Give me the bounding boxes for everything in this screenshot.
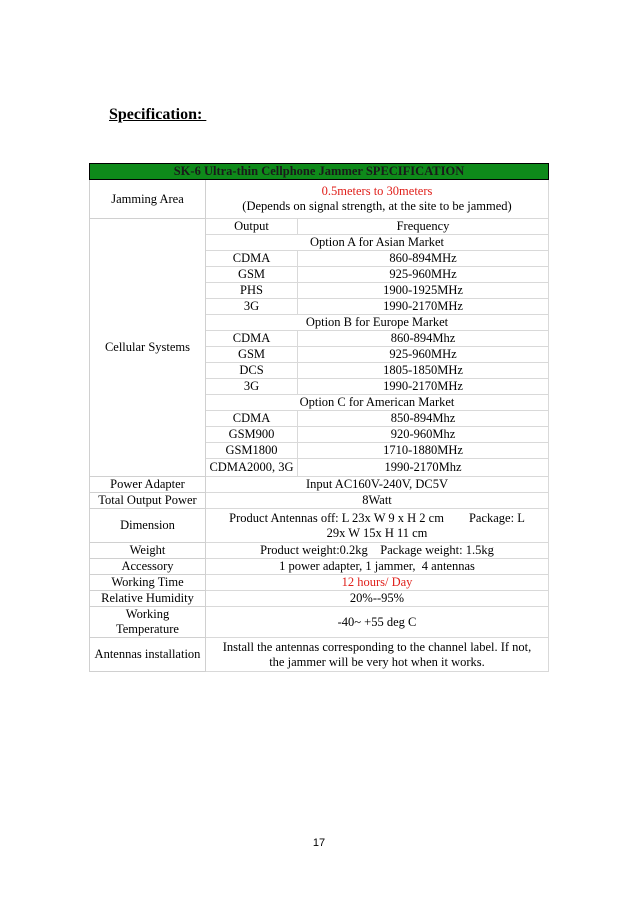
band-frequency: 1990-2170Mhz	[298, 459, 549, 477]
band-output: CDMA	[206, 331, 298, 347]
table-title-row	[90, 164, 549, 180]
band-output: 3G	[206, 379, 298, 395]
band-output: GSM	[206, 267, 298, 283]
band-frequency: 925-960MHz	[298, 347, 549, 363]
row-value	[206, 509, 549, 543]
dimension-line-2: 29x W 15x H 11 cm	[326, 525, 428, 540]
row-value: 1 power adapter, 1 jammer, 4 antennas	[206, 559, 549, 575]
band-output: CDMA2000, 3G	[206, 459, 298, 477]
row-value	[206, 638, 549, 672]
column-header-frequency: Frequency	[298, 219, 549, 235]
row-label: Accessory	[90, 559, 206, 575]
column-header-output: Output	[206, 219, 298, 235]
band-output: GSM900	[206, 427, 298, 443]
band-frequency: 1990-2170MHz	[298, 299, 549, 315]
row-value: 12 hours/ Day	[206, 575, 549, 591]
antennas-line-2: the jammer will be very hot when it works.	[269, 654, 485, 669]
antennas-line-1: Install the antennas corresponding to the channel label. If not,	[222, 639, 532, 654]
spec-table	[89, 163, 549, 672]
band-frequency: 925-960MHz	[298, 267, 549, 283]
temperature-label-line-2: Temperature	[116, 622, 179, 636]
table-row-relative-humidity	[90, 591, 549, 607]
market-option-label: Option A for Asian Market	[206, 235, 549, 251]
table-row-power-adapter	[90, 477, 549, 493]
band-output: CDMA	[206, 251, 298, 267]
band-frequency: 1990-2170MHz	[298, 379, 549, 395]
jamming-range: 0.5meters to 30meters	[321, 184, 433, 198]
table-title: SK-6 Ultra-thin Cellphone Jammer SPECIFICATION	[90, 164, 549, 180]
row-value: Input AC160V-240V, DC5V	[206, 477, 549, 493]
table-row-dimension	[90, 509, 549, 543]
spec-table-body	[90, 164, 549, 672]
band-frequency: 1900-1925MHz	[298, 283, 549, 299]
market-option-label: Option C for American Market	[206, 395, 549, 411]
band-frequency: 1710-1880MHz	[298, 443, 549, 459]
row-label: Weight	[90, 543, 206, 559]
table-row-accessory	[90, 559, 549, 575]
row-label: Working Time	[90, 575, 206, 591]
table-row-working-temperature	[90, 607, 549, 638]
page-number: 17	[312, 837, 326, 849]
row-label: Jamming Area	[90, 180, 206, 219]
row-label: Dimension	[90, 509, 206, 543]
jamming-note: (Depends on signal strength, at the site to be jammed)	[242, 199, 512, 213]
row-value: Product weight:0.2kg Package weight: 1.5kg	[206, 543, 549, 559]
band-frequency: 1805-1850MHz	[298, 363, 549, 379]
band-frequency: 860-894MHz	[298, 251, 549, 267]
band-output: PHS	[206, 283, 298, 299]
table-row-antennas-installation	[90, 638, 549, 672]
table-row-jamming-area	[90, 180, 549, 219]
table-row-weight	[90, 543, 549, 559]
band-frequency: 860-894Mhz	[298, 331, 549, 347]
row-value: -40~ +55 deg C	[206, 607, 549, 638]
row-value: 20%--95%	[206, 591, 549, 607]
dimension-line-1: Product Antennas off: L 23x W 9 x H 2 cm Package: L	[229, 510, 525, 525]
band-frequency: 920-960Mhz	[298, 427, 549, 443]
band-output: DCS	[206, 363, 298, 379]
row-label: Relative Humidity	[90, 591, 206, 607]
band-output: CDMA	[206, 411, 298, 427]
row-label	[90, 607, 206, 638]
band-frequency: 850-894Mhz	[298, 411, 549, 427]
table-row-cellular-header	[90, 219, 549, 235]
row-label: Cellular Systems	[90, 219, 206, 477]
section-heading: Specification:	[109, 106, 207, 123]
band-output: 3G	[206, 299, 298, 315]
band-output: GSM1800	[206, 443, 298, 459]
row-value	[206, 180, 549, 219]
market-option-label: Option B for Europe Market	[206, 315, 549, 331]
temperature-label-line-1: Working	[125, 607, 170, 621]
row-label: Total Output Power	[90, 493, 206, 509]
table-row-working-time	[90, 575, 549, 591]
table-row-total-output-power	[90, 493, 549, 509]
row-label: Power Adapter	[90, 477, 206, 493]
row-label: Antennas installation	[90, 638, 206, 672]
row-value: 8Watt	[206, 493, 549, 509]
band-output: GSM	[206, 347, 298, 363]
